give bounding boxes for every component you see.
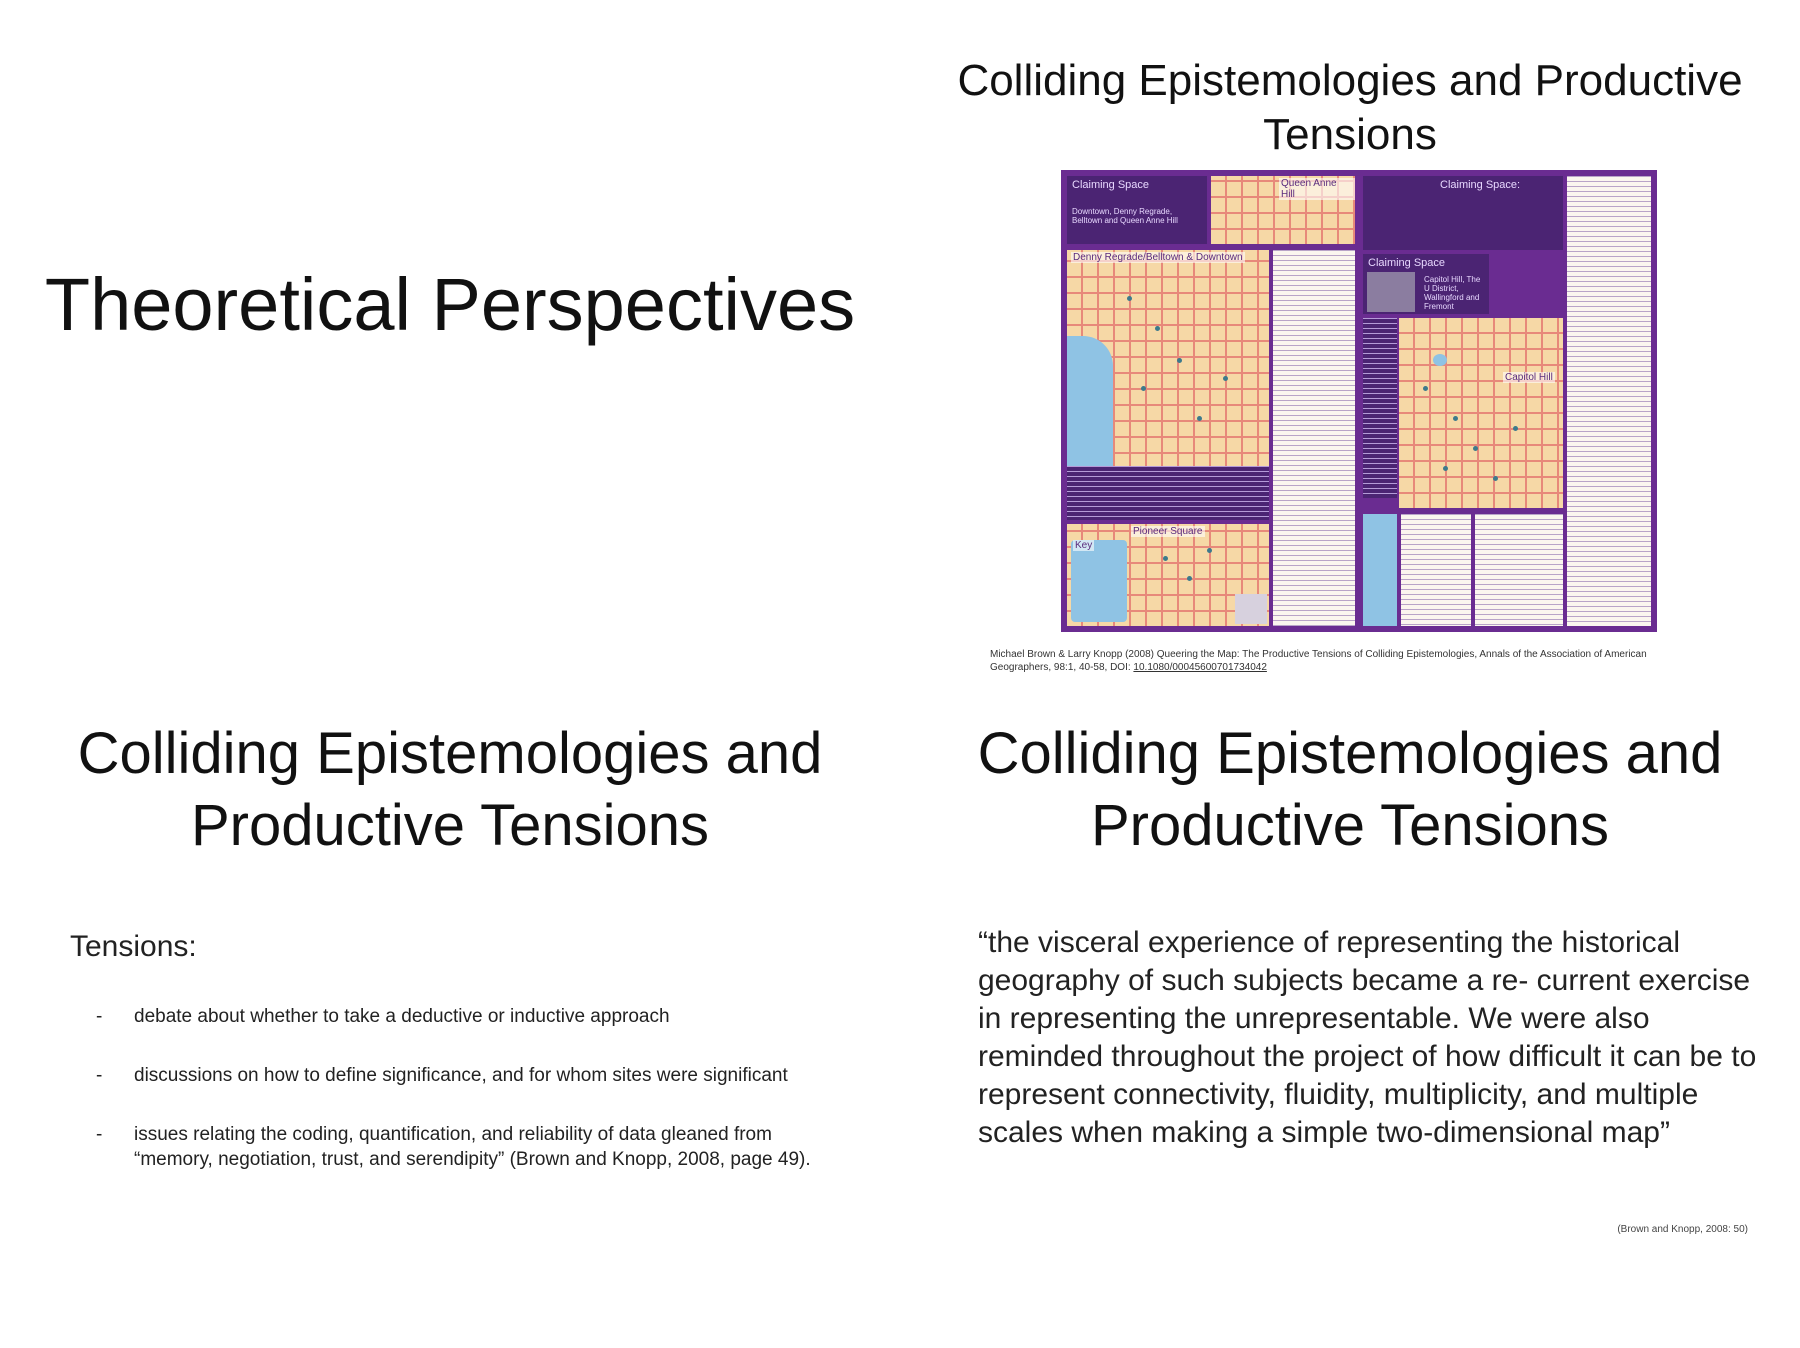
- quote-citation: (Brown and Knopp, 2008: 50): [1617, 1224, 1748, 1235]
- bullet-text: discussions on how to define significance, and for whom sites were significant: [134, 1065, 788, 1086]
- poster-right-panel: [1363, 176, 1651, 626]
- poster-text-column: [1401, 514, 1471, 626]
- poster-text-column: [1475, 514, 1563, 626]
- poster-header-panel: [1067, 176, 1207, 244]
- slide-tensions: [0, 674, 900, 1348]
- queering-the-map-poster: [1061, 170, 1657, 632]
- map-site-marker: [1207, 548, 1212, 553]
- map-site-marker: [1443, 466, 1448, 471]
- bullet-marker: -: [96, 1006, 103, 1027]
- map-site-marker: [1155, 326, 1160, 331]
- bullet-text: debate about whether to take a deductive or inductive approach: [134, 1006, 670, 1027]
- map-site-marker: [1493, 476, 1498, 481]
- map-site-marker: [1453, 416, 1458, 421]
- poster-label: Claiming Space: [1368, 257, 1446, 269]
- map-label: Key: [1075, 540, 1093, 551]
- poster-subtitle: Capitol Hill, The U District, Wallingford and Fremont: [1424, 275, 1481, 311]
- poster-intro-text: [1363, 318, 1397, 498]
- bullet-text: issues relating the coding, quantification, and reliability of data gleaned from “memory, negotiation, trust, and serendipity” (Brown and Knopp, 2008, page 49).: [134, 1124, 811, 1170]
- poster-intro-text: [1067, 466, 1269, 520]
- poster-text-column: [1273, 250, 1355, 626]
- map-site-marker: [1513, 426, 1518, 431]
- map-label: Queen Anne Hill: [1279, 178, 1355, 200]
- map-reservoir: [1433, 354, 1447, 366]
- map-label: Capitol Hill: [1505, 372, 1553, 383]
- poster-label: Claiming Space: [1072, 179, 1150, 191]
- map-site-marker: [1473, 446, 1478, 451]
- slide-title: Theoretical Perspectives: [44, 263, 856, 346]
- slide-map-poster: [900, 0, 1800, 674]
- slide-title: Colliding Epistemologies and Productive Tensions: [977, 721, 1723, 858]
- map-label: Denny Regrade/Belltown & Downtown: [1073, 252, 1243, 263]
- citation-doi-link[interactable]: 10.1080/00045600701734042: [1133, 662, 1267, 673]
- quote-text: “the visceral experience of representing the historical geography of such subjects became a re- current exercise in representing the unrepresentable. We were also reminded throughout the project of how difficult it can be to represent connectivity, fluidity, multiplicity, and multiple scales when making a simple two-dimensional map”: [978, 926, 1757, 1149]
- map-site-marker: [1141, 386, 1146, 391]
- map-label: Pioneer Square: [1133, 526, 1203, 537]
- poster-subtitle: Downtown, Denny Regrade, Belltown and Queen Anne Hill: [1072, 207, 1178, 225]
- slide-quote: [900, 674, 1800, 1348]
- map-site-marker: [1423, 386, 1428, 391]
- map-capitol-hill: [1399, 318, 1563, 508]
- bullet-marker: -: [96, 1124, 103, 1145]
- map-site-marker: [1187, 576, 1192, 581]
- map-site-marker: [1127, 296, 1132, 301]
- list-item: [96, 1122, 816, 1172]
- map-site-marker: [1223, 376, 1228, 381]
- bullet-marker: -: [96, 1065, 103, 1086]
- slide-title: Colliding Epistemologies and Productive Tensions: [77, 721, 823, 858]
- citation-text: Michael Brown & Larry Knopp (2008) Queering the Map: The Productive Tensions of Colliding Epistemologies, Annals of the Association of American Geographers, 98:1, 40-58, DOI:: [990, 649, 1647, 673]
- list-item: [96, 1063, 816, 1088]
- poster-header-panel: [1363, 176, 1563, 250]
- poster-left-panel: [1067, 176, 1355, 626]
- tensions-label: Tensions:: [70, 930, 197, 963]
- poster-text-column: [1567, 176, 1651, 626]
- map-site-marker: [1163, 556, 1168, 561]
- map-key-inset: [1071, 540, 1127, 622]
- poster-label: Claiming Space:: [1440, 179, 1521, 191]
- authors-photo: [1235, 594, 1267, 624]
- house-photo: [1367, 272, 1415, 312]
- list-item: [96, 1004, 816, 1029]
- slide-theoretical-perspectives: [0, 0, 900, 674]
- map-inset: [1363, 514, 1397, 626]
- slide-title: Colliding Epistemologies and Productive Tensions: [957, 56, 1743, 159]
- map-site-marker: [1197, 416, 1202, 421]
- tensions-list: [96, 1004, 816, 1206]
- map-site-marker: [1177, 358, 1182, 363]
- map-citation: [990, 648, 1710, 674]
- map-water: [1067, 336, 1113, 468]
